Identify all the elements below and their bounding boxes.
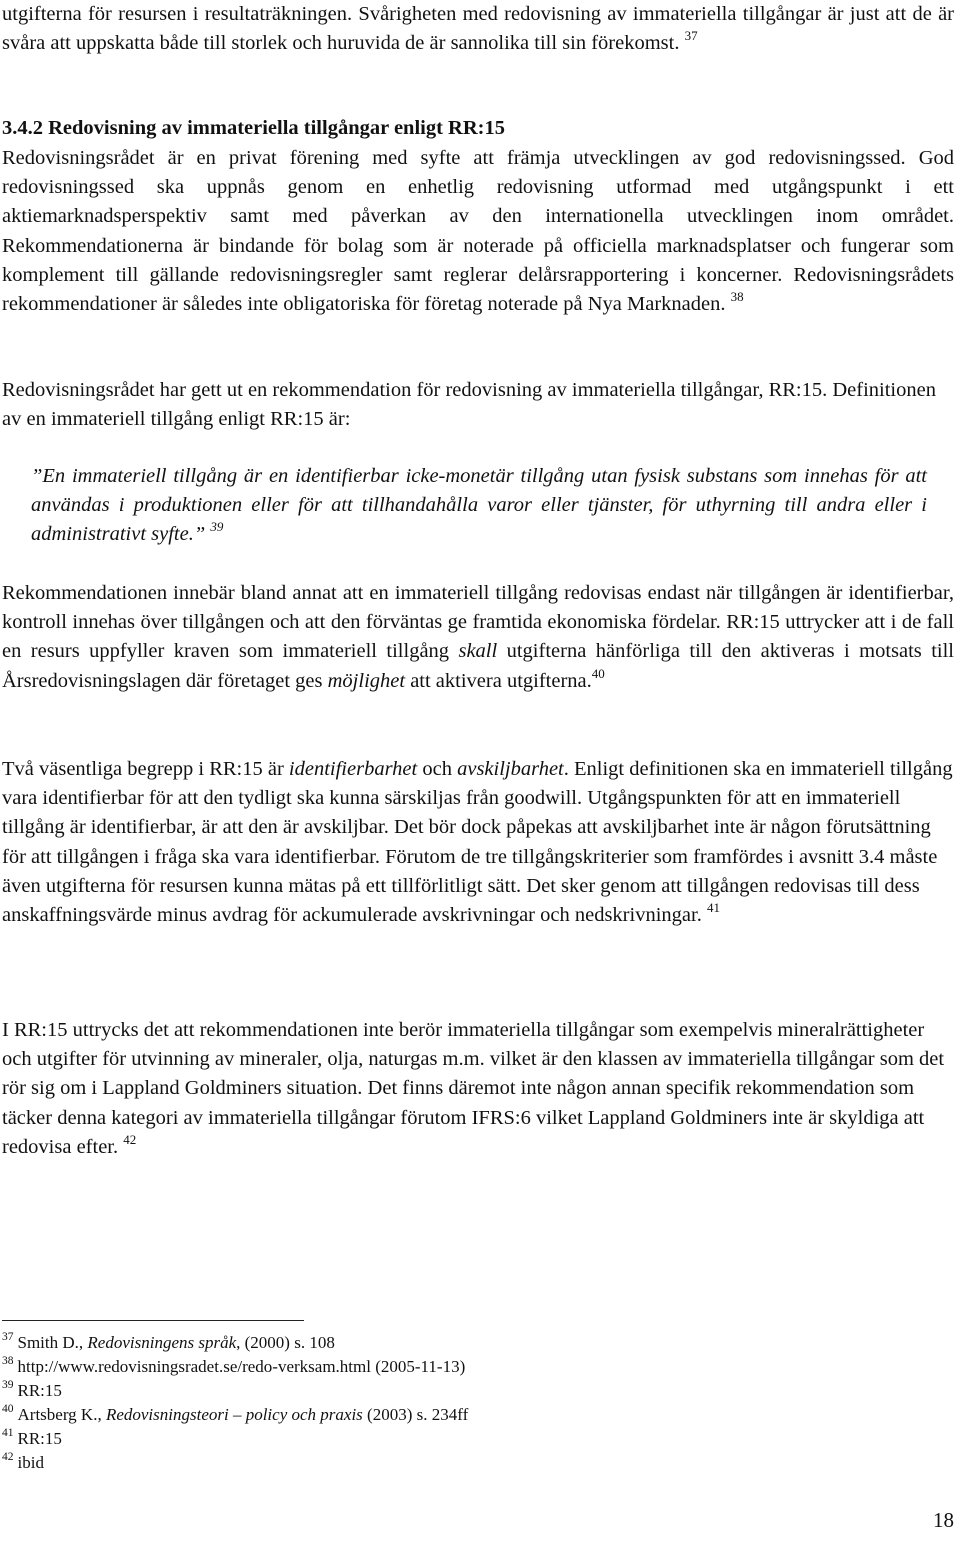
paragraph-two-concepts xyxy=(2,755,954,930)
footnote-text: Smith D., xyxy=(17,1333,88,1352)
footnote-ref-42: 42 xyxy=(123,1131,137,1147)
paragraph-exclusions-text: I RR:15 uttrycks det att rekommendationen inte berör immateriella tillgångar som exempelvis mineralrättigheter och utgifter för utvinning av mineraler, olja, naturgas m.m. vilket är den klassen av immateriella tillgångar som det rör sig om i Lappland Goldminers situation. Det finns däremot inte någon annan specifik rekommendation som täcker denna kategori av immateriella tillgångar förutom IFRS:6 vilket Lappland Goldminers inte är skyldiga att redovisa efter. xyxy=(2,1019,945,1158)
definition-quote-text: ”En immateriell tillgång är en identifierbar icke-monetär tillgång utan fysisk substans som innehas för att användas i produktionen eller för att tillhandahålla varor eller tjänster, för uthyrning till andra eller i administrativt syfte.” xyxy=(31,465,927,546)
section-heading: 3.4.2 Redovisning av immateriella tillgångar enligt RR:15 xyxy=(2,117,505,139)
footnote-number: 39 xyxy=(2,1379,14,1391)
footnote-number: 42 xyxy=(2,1451,14,1463)
footnote-text: RR:15 xyxy=(17,1381,62,1400)
footnote-41 xyxy=(2,1427,468,1451)
paragraph-exclusions xyxy=(2,1016,954,1162)
text-span: . Enligt definitionen ska en immateriell tillgång vara identifierbar för att den tydligt ska kunna särskiljas från goodwill. Utgångspunkten för att en immateriell tillgång är identifierbar, är att den är avskiljbar. Det bör dock påpekas att avskiljbarhet inte är någon förutsättning för att tillgången i fråga ska vara identifierbar. Förutom de tre tillgångskriterier som framfördes i avsnitt 3.4 måste även utgifterna för resursen kunna mätas på ett tillförlitligt sätt. Det sker genom att tillgången redovisas till dess anskaffningsvärde minus avdrag för ackumulerade avskrivningar och nedskrivningar. xyxy=(2,758,953,927)
emphasis: identifierbarhet xyxy=(288,758,418,780)
footnote-text: http://www.redovisningsradet.se/redo-verksam.html (2005-11-13) xyxy=(17,1357,466,1376)
paragraph-redovisningsradet xyxy=(2,144,954,319)
definition-quote xyxy=(31,462,927,550)
footnote-separator xyxy=(2,1320,304,1321)
page-number: 18 xyxy=(933,1508,954,1532)
footnote-ref-38: 38 xyxy=(730,289,744,305)
footnote-text: RR:15 xyxy=(17,1429,62,1448)
text-span: och xyxy=(417,758,458,780)
footnotes xyxy=(2,1331,468,1475)
paragraph-intro xyxy=(2,0,954,58)
footnote-42 xyxy=(2,1451,468,1475)
footnote-text: Artsberg K., xyxy=(17,1405,106,1424)
footnote-39 xyxy=(2,1379,468,1403)
footnote-ref-37: 37 xyxy=(684,28,698,44)
paragraph-recommendation xyxy=(2,579,954,696)
footnote-40 xyxy=(2,1403,468,1427)
text-span: Rekommendationen innebär bland annat att en immateriell tillgång redovisas endast när tillgången är identifierbar, kontroll innehas över tillgången och att den förväntas ge framtida ekonomiska fördelar. RR:15 uttrycker att i de fall en resurs uppfyller kraven som immateriell tillgång xyxy=(2,582,954,663)
footnote-number: 37 xyxy=(2,1331,14,1343)
paragraph-redovisningsradet-text: Redovisningsrådet är en privat förening med syfte att främja utvecklingen av god redovisningssed. God redovisningssed ska uppnås genom en enhetlig redovisning utformad med utgångspunkt i ett aktiemarknadsperspektiv samt med påverkan av den internationella utvecklingen inom området. Rekommendationerna är bindande för bolag som är noterade på officiella marknadsplatser och fungerar som komplement till gällande redovisningsregler samt reglerar delårsrapportering i koncerner. Redovisningsrådets rekommendationer är således inte obligatoriska för företag noterade på Nya Marknaden. xyxy=(2,147,954,316)
footnote-text: , (2000) s. 108 xyxy=(236,1333,335,1352)
footnote-number: 40 xyxy=(2,1403,14,1415)
paragraph-intro-text: utgifterna för resursen i resultaträkningen. Svårigheten med redovisning av immateriella tillgångar är just att de är svåra att uppskatta både till storlek och huruvida de är sannolika till sin förekomst. xyxy=(2,3,954,55)
emphasis: avskiljbarhet xyxy=(457,758,564,780)
emphasis: skall xyxy=(458,640,498,663)
text-span: utgifterna hänförliga till den aktiveras i motsats till Årsredovisningslagen där företaget ges xyxy=(2,640,954,692)
footnote-number: 41 xyxy=(2,1427,14,1439)
paragraph-definition-intro: Redovisningsrådet har gett ut en rekommendation för redovisning av immateriella tillgångar, RR:15. Definitionen av en immateriell tillgång enligt RR:15 är: xyxy=(2,379,936,431)
footnote-ref-40: 40 xyxy=(591,665,605,681)
footnote-37 xyxy=(2,1331,468,1355)
footnote-title: Redovisningens språk xyxy=(87,1333,237,1352)
footnote-title: Redovisningsteori – policy och praxis xyxy=(105,1405,363,1424)
footnote-text: ibid xyxy=(17,1453,44,1472)
footnote-text: (2003) s. 234ff xyxy=(362,1405,469,1424)
text-span: Två väsentliga begrepp i RR:15 är xyxy=(2,758,289,780)
emphasis: möjlighet xyxy=(327,669,406,692)
footnote-number: 38 xyxy=(2,1355,14,1367)
footnote-38 xyxy=(2,1355,468,1379)
footnote-ref-41: 41 xyxy=(706,900,720,916)
footnote-ref-39: 39 xyxy=(210,519,224,535)
text-span: att aktivera utgifterna. xyxy=(405,669,592,692)
